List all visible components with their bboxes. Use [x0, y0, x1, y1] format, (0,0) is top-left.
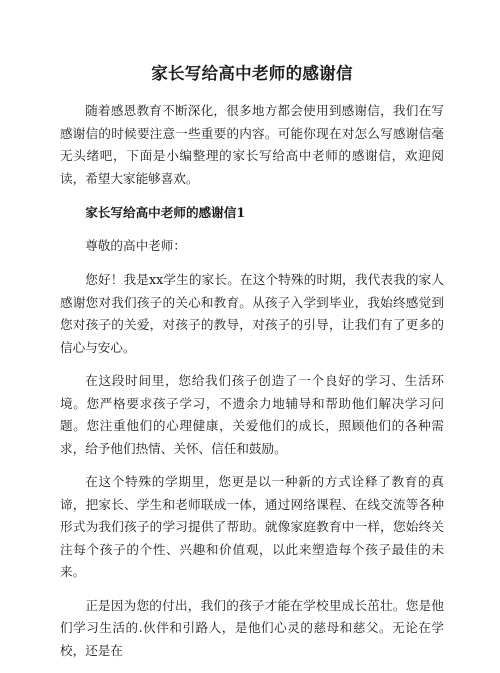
document-title: 家长写给高中老师的感谢信: [151, 64, 353, 83]
salutation: 尊敬的高中老师：: [85, 237, 186, 253]
body-paragraph-3: 在这个特殊的学期里，您更是以一种新的方式诠释了教育的真谛，把家长、学生和老师联成一体，通过网络课程、在线交流等各种形式为我们孩子的学习提供了帮助。就像家庭教育中一样，您始终关注每个孩子的个性、兴趣和价值观，以此来塑造每个孩子最佳的未来。: [60, 474, 444, 579]
body-paragraph-4: 正是因为您的付出，我们的孩子才能在学校里成长茁壮。您是他们学习生活的.伙伴和引路人，是他们心灵的慈母和慈父。无论在学校，还是在: [60, 597, 444, 658]
section-heading: 家长写给高中老师的感谢信1: [85, 205, 246, 220]
body-paragraph-1: 您好！我是xx学生的家长。在这个特殊的时期，我代表我的家人感谢您对我们孩子的关心和教育。从孩子入学到毕业，我始终感觉到您对孩子的关爱，对孩子的教导，对孩子的引导，让我们有了更多的信心与安心。: [60, 272, 444, 355]
document-page: [60, 62, 444, 673]
intro-paragraph: 随着感恩教育不断深化，很多地方都会使用到感谢信，我们在写感谢信的时候要注意一些重要的内容。可能你现在对怎么写感谢信毫无头绪吧，下面是小编整理的家长写给高中老师的感谢信，欢迎阅读，希望大家能够喜欢。: [60, 103, 444, 186]
body-paragraph-2: 在这段时间里，您给我们孩子创造了一个良好的学习、生活环境。您严格要求孩子学习，不遗余力地辅导和帮助他们解决学习问题。您注重他们的心理健康，关爱他们的成长，照顾他们的各种需求，给予他们热情、关怀、信任和鼓励。: [60, 373, 444, 456]
